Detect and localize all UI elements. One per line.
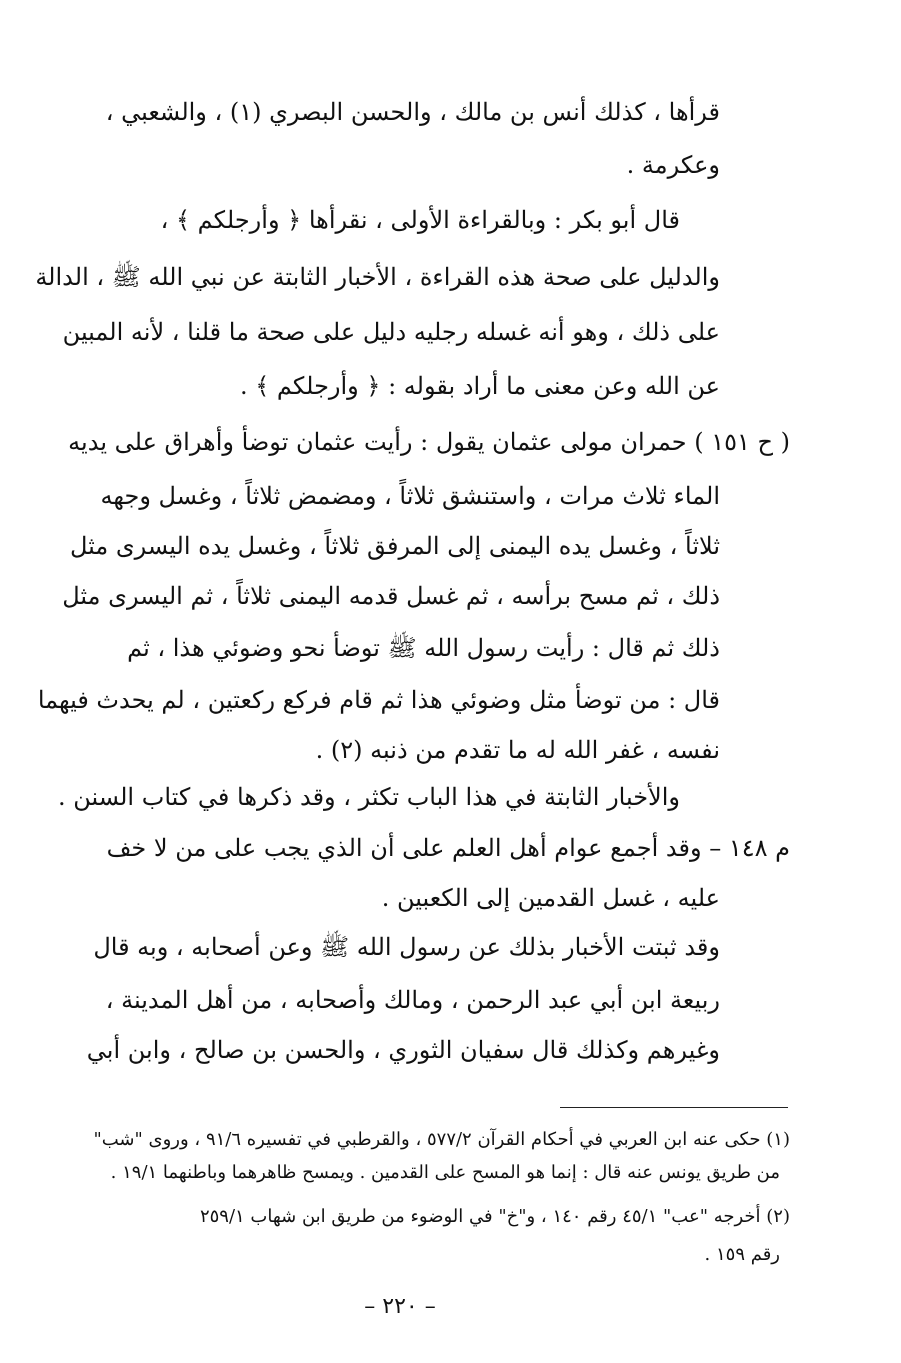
footnote-separator (560, 1107, 788, 1108)
body-line: ذلك ثم قال : رأيت رسول الله ﷺ توضأ نحو وضوئي هذا ، ثم (127, 634, 720, 662)
footnote-line: رقم ١٥٩ . (704, 1244, 780, 1265)
footnote-line: (١) حكى عنه ابن العربي في أحكام القرآن ٥٧٧/٢ ، والقرطبي في تفسيره ٩١/٦ ، وروى "شب" (93, 1129, 790, 1150)
body-line: عن الله وعن معنى ما أراد بقوله : ﴿ وأرجلكم ﴾ . (239, 372, 720, 400)
body-line: قال : من توضأ مثل وضوئي هذا ثم قام فركع ركعتين ، لم يحدث فيهما (37, 686, 720, 714)
body-line: ثلاثاً ، وغسل يده اليمنى إلى المرفق ثلاثاً ، وغسل يده اليسرى مثل (69, 532, 720, 560)
body-line: نفسه ، غفر الله له ما تقدم من ذنبه (٢) . (315, 736, 720, 764)
footnote-line: من طريق يونس عنه قال : إنما هو المسح على القدمين . ويمسح ظاهرهما وباطنهما ١٩/١ . (110, 1162, 780, 1183)
body-line: ربيعة ابن أبي عبد الرحمن ، ومالك وأصحابه ، من أهل المدينة ، (105, 986, 720, 1014)
footnote-line: (٢) أخرجه "عب" ٤٥/١ رقم ١٤٠ ، و"خ" في الوضوء من طريق ابن شهاب ٢٥٩/١ (199, 1206, 790, 1227)
body-line: وقد ثبتت الأخبار بذلك عن رسول الله ﷺ وعن أصحابه ، وبه قال (93, 933, 720, 961)
hadith-line: ( ح ١٥١ ) حمران مولى عثمان يقول : رأيت عثمان توضأ وأهراق على يديه (68, 428, 790, 456)
body-line: عليه ، غسل القدمين إلى الكعبين . (381, 884, 720, 912)
body-line: ذلك ، ثم مسح برأسه ، ثم غسل قدمه اليمنى ثلاثاً ، ثم اليسرى مثل (62, 582, 720, 610)
page-number: – ٢٢٠ – (364, 1294, 436, 1319)
body-line: وعكرمة . (626, 151, 720, 179)
body-line: قرأها ، كذلك أنس بن مالك ، والحسن البصري (١) ، والشعبي ، (105, 98, 720, 126)
body-line: الماء ثلاث مرات ، واستنشق ثلاثاً ، ومضمض ثلاثاً ، وغسل وجهه (100, 482, 720, 510)
body-line: والأخبار الثابتة في هذا الباب تكثر ، وقد ذكرها في كتاب السنن . (57, 783, 680, 811)
masala-line: م ١٤٨ – وقد أجمع عوام أهل العلم على أن الذي يجب على من لا خف (106, 834, 790, 862)
body-line: قال أبو بكر : وبالقراءة الأولى ، نقرأها ﴿ وأرجلكم ﴾ ، (160, 206, 680, 234)
body-line: على ذلك ، وهو أنه غسله رجليه دليل على صحة ما قلنا ، لأنه المبين (62, 318, 720, 346)
body-line: وغيرهم وكذلك قال سفيان الثوري ، والحسن بن صالح ، وابن أبي (86, 1036, 720, 1064)
body-line: والدليل على صحة هذه القراءة ، الأخبار الثابتة عن نبي الله ﷺ ، الدالة (35, 263, 720, 291)
